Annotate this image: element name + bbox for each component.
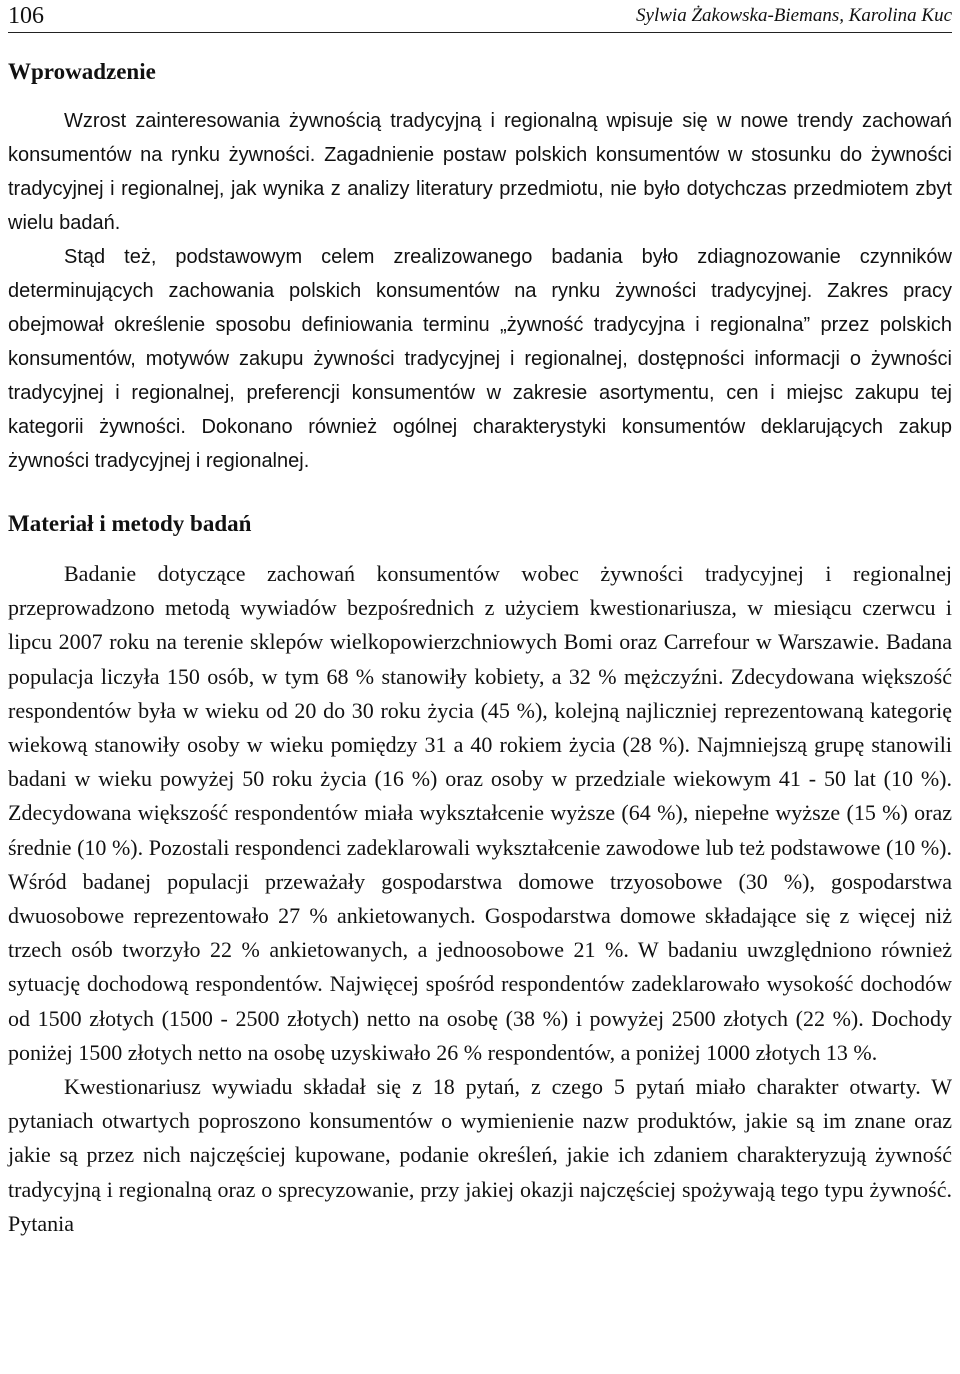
methods-paragraph-2: Kwestionariusz wywiadu składał się z 18 pytań, z czego 5 pytań miało charakter otwarty. W pytaniach otwartych poproszono konsumentów o wymienienie nazw produktów, jakie są im znane oraz jakie są przez nich najczęściej kupowane, podanie określeń, jakie ich zdaniem charakteryzują żywność tradycyjną i regionalną oraz o sprecyzowanie, przy jakiej okazji najczęściej spożywają tego typu żywność. Pytania xyxy=(8,1074,952,1236)
section-heading-introduction: Wprowadzenie xyxy=(8,59,156,84)
intro-paragraph-1: Wzrost zainteresowania żywnością tradycyjną i regionalną wpisuje się w nowe trendy zachowań konsumentów na rynku żywności. Zagadnienie postaw polskich konsumentów w stosunku do żywności tradycyjnej i regionalnej, jak wynika z analizy literatury przedmiotu, nie było dotychczas przedmiotem zbyt wielu badań. xyxy=(8,110,952,234)
running-header-authors: Sylwia Żakowska-Biemans, Karolina Kuc xyxy=(636,5,952,26)
page-number: 106 xyxy=(8,3,44,29)
document-page xyxy=(8,0,952,1241)
intro-paragraph-2: Stąd też, podstawowym celem zrealizowanego badania było zdiagnozowanie czynników determinujących zachowania polskich konsumentów na rynku żywności tradycyjnej. Zakres pracy obejmował określenie sposobu definiowania terminu „żywność tradycyjna i regionalna” przez polskich konsumentów, motywów zakupu żywności tradycyjnej i regionalnej, dostępności informacji o żywności tradycyjnej i regionalnej, preferencji konsumentów w zakresie asortymentu, cen i miejsc zakupu tej kategorii żywności. Dokonano również ogólnej charakterystyki konsumentów deklarujących zakup żywności tradycyjnej i regionalnej. xyxy=(8,246,952,472)
section-heading-methods: Materiał i metody badań xyxy=(8,511,252,536)
running-header xyxy=(8,0,952,33)
methods-paragraph-1: Badanie dotyczące zachowań konsumentów wobec żywności tradycyjnej i regionalnej przeprowadzono metodą wywiadów bezpośrednich z użyciem kwestionariusza, w miesiącu czerwcu i lipcu 2007 roku na terenie sklepów wielkopowierzchniowych Bomi oraz Carrefour w Warszawie. Badana populacja liczyła 150 osób, w tym 68 % stanowiły kobiety, a 32 % mężczyźni. Zdecydowana większość respondentów była w wieku od 20 do 30 roku życia (45 %), kolejną najliczniej reprezentowaną kategorię wiekową stanowiły osoby w wieku pomiędzy 31 a 40 rokiem życia (28 %). Najmniejszą grupę stanowili badani w wieku powyżej 50 roku życia (16 %) oraz osoby w przedziale wiekowym 41 - 50 lat (10 %). Zdecydowana większość respondentów miała wykształcenie wyższe (64 %), niepełne wyższe (15 %) oraz średnie (10 %). Pozostali respondenci zadeklarowali wykształcenie zawodowe lub też podstawowe (10 %). Wśród badanej populacji przeważały gospodarstwa domowe trzyosobowe (30 %), gospodarstwa dwuosobowe reprezentowało 27 % ankietowanych. Gospodarstwa domowe składające się z więcej niż trzech osób tworzyło 22 % ankietowanych, a jednoosobowe 21 %. W badaniu uwzględniono również sytuację dochodową respondentów. Najwięcej spośród respondentów zadeklarowało wysokość dochodów od 1500 złotych (1500 - 2500 złotych) netto na osobę (38 %) i powyżej 2500 złotych (22 %). Dochody poniżej 1500 złotych netto na osobę uzyskiwało 26 % respondentów, a poniżej 1000 złotych 13 %. xyxy=(8,561,952,1065)
